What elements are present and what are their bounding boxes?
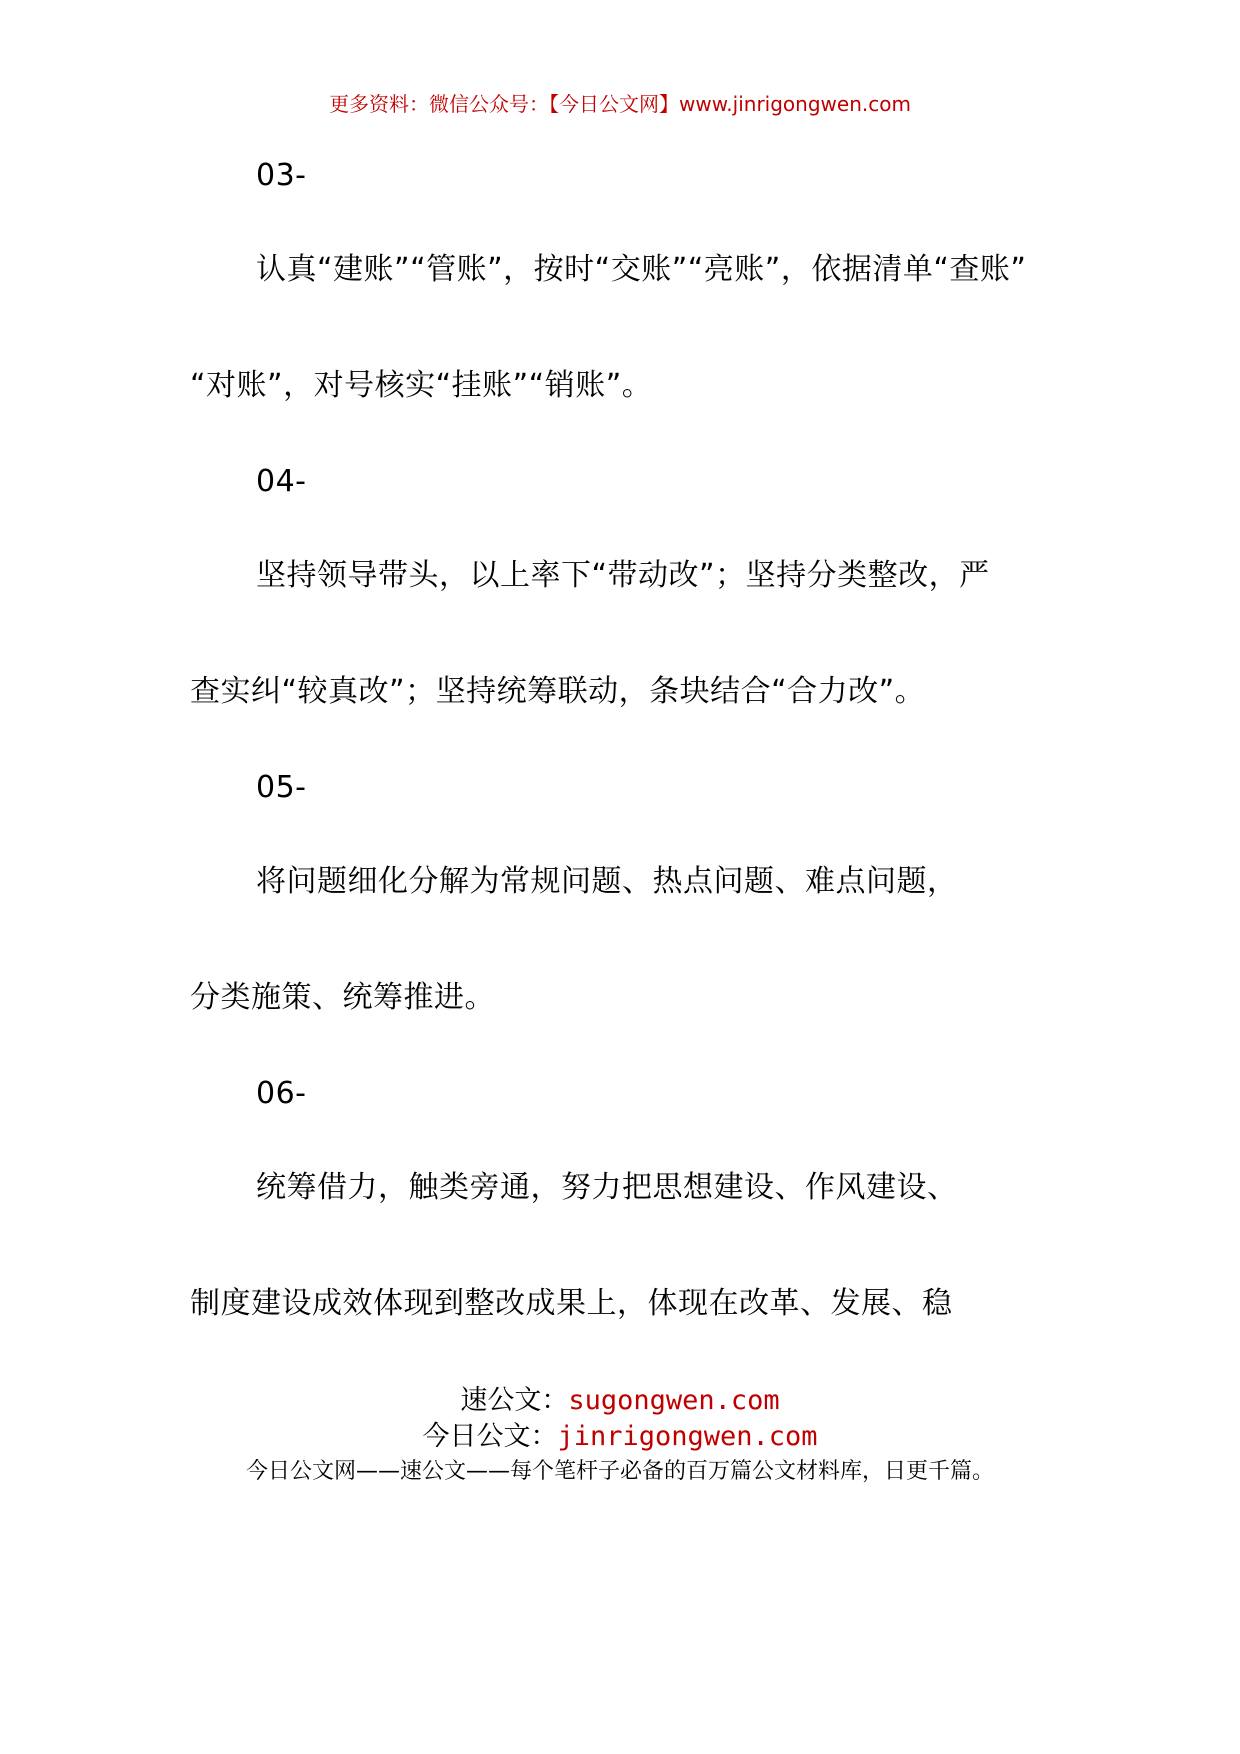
paragraph-line: 认真“建账”“管账”，按时“交账”“亮账”，依据清单“查账” — [256, 252, 1027, 287]
section-number: 06- — [256, 1076, 307, 1111]
paragraph-line: “对账”，对号核实“挂账”“销账”。 — [190, 368, 653, 403]
paragraph-line: 坚持领导带头，以上率下“带动改”；坚持分类整改，严 — [256, 558, 990, 593]
paragraph-line: 将问题细化分解为常规问题、热点问题、难点问题， — [256, 864, 958, 899]
footer-label: 今日公文： — [422, 1421, 558, 1452]
section-number: 05- — [256, 770, 307, 805]
paragraph-line: 统筹借力，触类旁通，努力把思想建设、作风建设、 — [256, 1170, 958, 1205]
header-banner: 更多资料：微信公众号：【今日公文网】www.jinrigongwen.com — [329, 92, 911, 116]
section-number: 03- — [256, 158, 307, 193]
footer-label: 速公文： — [460, 1385, 569, 1416]
paragraph-line: 分类施策、统筹推进。 — [190, 980, 495, 1015]
section-number: 04- — [256, 464, 307, 499]
footer-link-jinrigongwen[interactable]: jinrigongwen.com — [557, 1421, 818, 1452]
footer-link-sugongwen[interactable]: sugongwen.com — [568, 1385, 780, 1416]
footer-tagline: 今日公文网——速公文——每个笔杆子必备的百万篇公文材料库，日更千篇。 — [245, 1459, 994, 1484]
footer-jinrigongwen — [0, 1414, 1240, 1453]
footer-sugongwen — [0, 1378, 1240, 1417]
paragraph-line: 制度建设成效体现到整改成果上，体现在改革、发展、稳 — [190, 1286, 953, 1321]
paragraph-line: 查实纠“较真改”；坚持统筹联动，条块结合“合力改”。 — [190, 674, 926, 709]
